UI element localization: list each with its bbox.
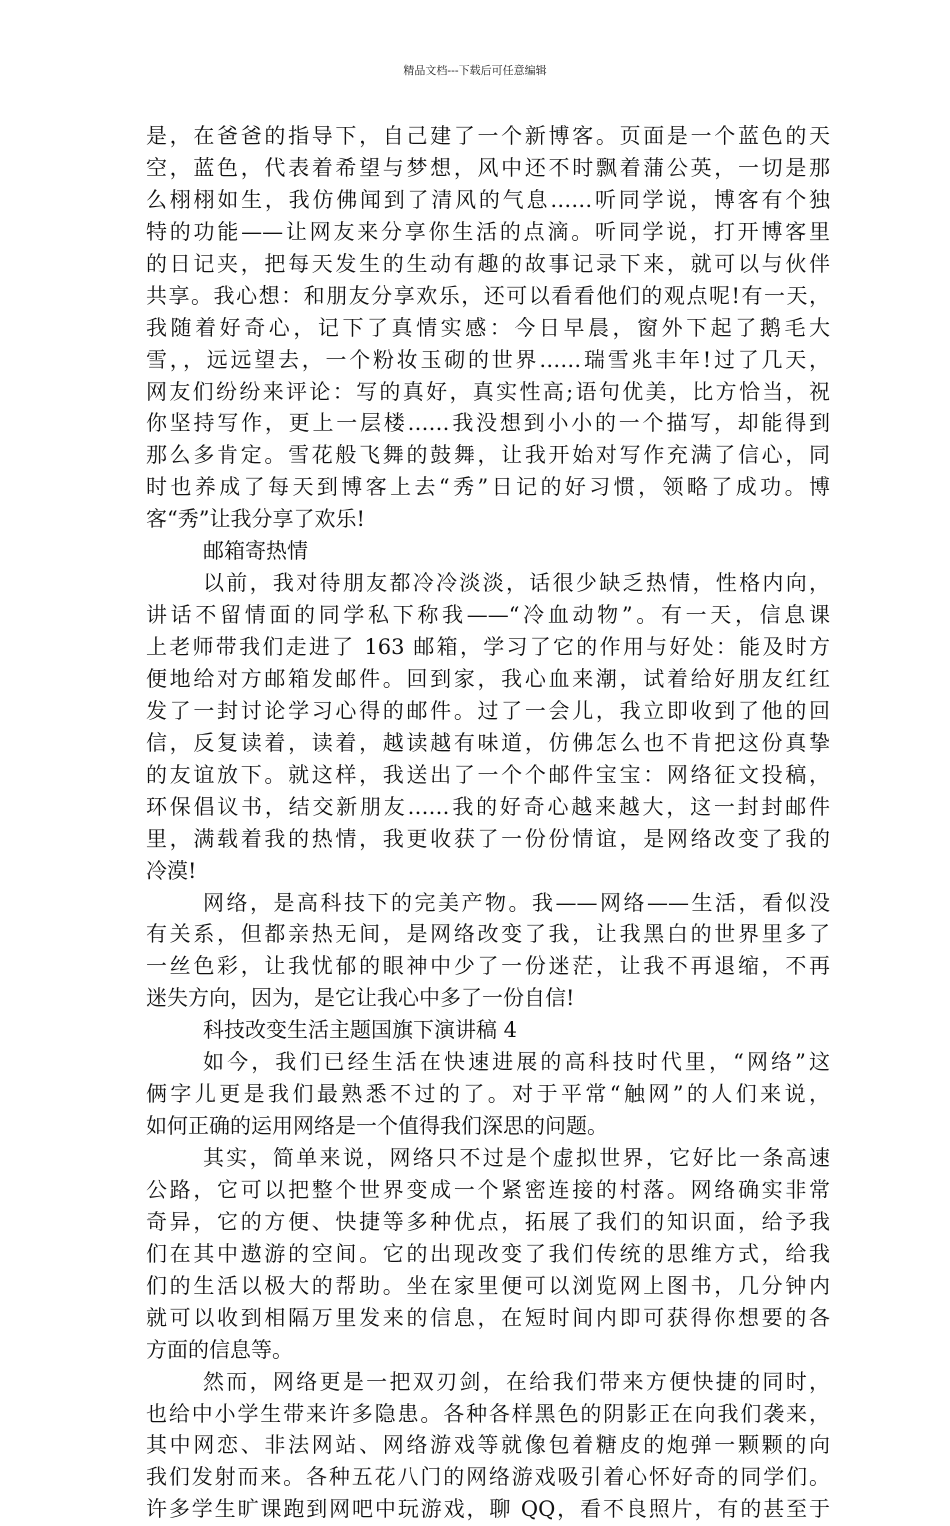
text-line: 我随着好奇心，记下了真情实感：今日早晨，窗外下起了鹅毛大: [146, 315, 830, 340]
text-line: 奇异，它的方便、快捷等多种优点，拓展了我们的知识面，给予我: [146, 1209, 830, 1234]
text-line: 特的功能——让网友来分享你生活的点滴。听同学说，打开博客里: [146, 219, 830, 244]
text-line: 有关系，但都亲热无间，是网络改变了我，让我黑白的世界里多了: [146, 922, 830, 947]
text-line: 那么多肯定。雪花般飞舞的鼓舞，让我开始对写作充满了信心，同: [146, 443, 830, 468]
text-line: 迷失方向，因为，是它让我心中多了一份自信!: [146, 986, 575, 1011]
text-line: 你坚持写作，更上一层楼……我没想到小小的一个描写，却能得到: [146, 411, 830, 436]
text-line: 的友谊放下。就这样，我送出了一个个邮件宝宝：网络征文投稿，: [146, 762, 830, 787]
text-line: 么栩栩如生，我仿佛闻到了清风的气息……听同学说，博客有个独: [146, 187, 830, 212]
text-line: 们的生活以极大的帮助。坐在家里便可以浏览网上图书，几分钟内: [146, 1273, 830, 1298]
text-line: 发了一封讨论学习心得的邮件。过了一会儿，我立即收到了他的回: [146, 698, 830, 723]
text-line: 公路，它可以把整个世界变成一个紧密连接的村落。网络确实非常: [146, 1177, 830, 1202]
text-line: 如何正确的运用网络是一个值得我们深思的问题。: [146, 1114, 608, 1139]
text-line: 便地给对方邮箱发邮件。回到家，我心血来潮，试着给好朋友红红: [146, 666, 830, 691]
text-line: 是，在爸爸的指导下，自己建了一个新博客。页面是一个蓝色的天: [146, 124, 830, 148]
text-line: 环保倡议书，结交新朋友……我的好奇心越来越大，这一封封邮件: [146, 794, 830, 819]
text-line: 上老师带我们走进了 163 邮箱，学习了它的作用与好处：能及时方: [146, 635, 830, 659]
text-line: 以前，我对待朋友都冷冷淡淡，话很少缺乏热情，性格内向，: [203, 571, 830, 596]
text-line: 一丝色彩，让我忧郁的眼神中少了一份迷茫，让我不再退缩，不再: [146, 954, 830, 979]
text-line: 共享。我心想：和朋友分享欢乐，还可以看看他们的观点呢!有一天，: [146, 283, 830, 308]
text-line: 冷漠!: [146, 858, 197, 883]
text-line: 我们发射而来。各种五花八门的网络游戏吸引着心怀好奇的同学们。: [146, 1465, 830, 1490]
text-line: 俩字儿更是我们最熟悉不过的了。对于平常“触网”的人们来说，: [146, 1082, 830, 1107]
text-line: 然而，网络更是一把双刃剑，在给我们带来方便快捷的同时，: [203, 1369, 830, 1394]
text-line: 就可以收到相隔万里发来的信息，在短时间内即可获得你想要的各: [146, 1305, 830, 1330]
text-line: 的日记夹，把每天发生的生动有趣的故事记录下来，就可以与伙伴: [146, 251, 830, 276]
text-line: 雪，，远远望去，一个粉妆玉砌的世界……瑞雪兆丰年!过了几天，: [146, 347, 830, 372]
text-line: 们在其中遨游的空间。它的出现改变了我们传统的思维方式，给我: [146, 1241, 830, 1266]
text-line: 许多学生旷课跑到网吧中玩游戏，聊 QQ，看不良照片，有的甚至于: [146, 1497, 830, 1522]
text-line: 里，满载着我的热情，我更收获了一份份情谊，是网络改变了我的: [146, 826, 830, 851]
text-line: 信，反复读着，读着，越读越有味道，仿佛怎么也不肯把这份真挚: [146, 730, 830, 755]
text-line: 网络，是高科技下的完美产物。我——网络——生活，看似没: [203, 890, 830, 915]
text-line: 如今，我们已经生活在快速进展的高科技时代里，“网络”这: [203, 1050, 830, 1075]
text-line: 空，蓝色，代表着希望与梦想，风中还不时飘着蒲公英，一切是那: [146, 155, 830, 180]
text-line: 其中网恋、非法网站、网络游戏等就像包着糖皮的炮弹一颗颗的向: [146, 1433, 830, 1458]
text-line: 方面的信息等。: [146, 1337, 293, 1362]
document-body: [146, 121, 830, 1526]
section-heading: 科技改变生活主题国旗下演讲稿 4: [203, 1018, 518, 1043]
text-line: 也给中小学生带来许多隐患。各种各样黑色的阴影正在向我们袭来，: [146, 1401, 830, 1426]
text-line: 网友们纷纷来评论：写的真好，真实性高;语句优美，比方恰当，祝: [146, 379, 830, 404]
text-line: 讲话不留情面的同学私下称我——“冷血动物”。有一天，信息课: [146, 603, 830, 628]
page-header: 精品文档---下载后可任意编辑: [403, 64, 547, 77]
text-line: 时也养成了每天到博客上去“秀”日记的好习惯，领略了成功。博: [146, 475, 830, 500]
section-heading: 邮箱寄热情: [203, 539, 308, 564]
text-line: 客“秀”让我分享了欢乐!: [146, 507, 365, 532]
text-line: 其实，简单来说，网络只不过是个虚拟世界，它好比一条高速: [203, 1146, 830, 1170]
